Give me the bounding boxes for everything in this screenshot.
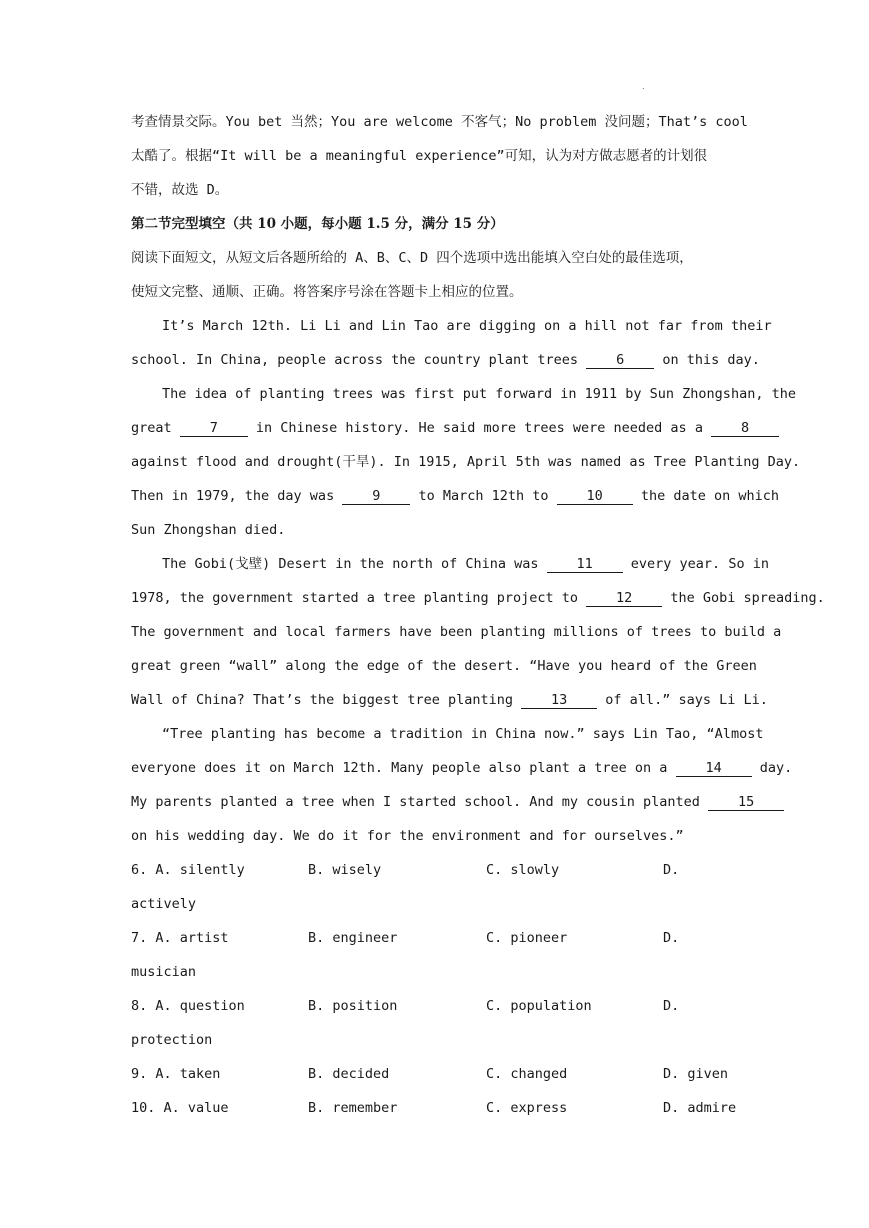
option-c: C. population bbox=[486, 998, 592, 1014]
blank-13: 13 bbox=[521, 692, 597, 709]
passage-line: against flood and drought(干旱). In 1915, April 5th was named as Tree Planting Day. bbox=[131, 454, 801, 470]
option-d-wrap: protection bbox=[131, 1032, 213, 1048]
passage-text: in Chinese history. He said more trees were needed as a bbox=[255, 420, 703, 436]
option-c: C. changed bbox=[486, 1066, 568, 1082]
option-a: 8. A. question bbox=[131, 998, 245, 1014]
passage-line bbox=[131, 550, 769, 584]
question-6 bbox=[131, 856, 741, 890]
blank-6: 6 bbox=[586, 352, 654, 369]
passage-line bbox=[131, 482, 779, 516]
passage-line bbox=[131, 686, 768, 720]
passage-line bbox=[131, 754, 793, 788]
passage-text: My parents planted a tree when I started school. And my cousin planted bbox=[131, 794, 700, 810]
option-c: C. slowly bbox=[486, 862, 560, 878]
question-8 bbox=[131, 992, 741, 1026]
section-title: 第二节完型填空（共 10 小题，每小题 1.5 分，满分 15 分） bbox=[131, 216, 504, 232]
passage-line bbox=[131, 346, 760, 380]
blank-11: 11 bbox=[547, 556, 623, 573]
option-b: B. engineer bbox=[308, 930, 398, 946]
passage-text: the date on which bbox=[640, 488, 779, 504]
blank-12: 12 bbox=[586, 590, 662, 607]
explanation-line: 太酷了。根据“It will be a meaningful experience”可知，认为对方做志愿者的计划很 bbox=[131, 148, 708, 164]
passage-line: great green “wall” along the edge of the desert. “Have you heard of the Green bbox=[131, 658, 757, 674]
option-b: B. position bbox=[308, 998, 398, 1014]
passage-text: The Gobi(戈壁) Desert in the north of China was bbox=[162, 556, 539, 572]
header-dot: . bbox=[642, 82, 645, 91]
passage-text: Then in 1979, the day was bbox=[131, 488, 335, 504]
option-b: B. remember bbox=[308, 1100, 398, 1116]
instruction-line: 阅读下面短文，从短文后各题所给的 A、B、C、D 四个选项中选出能填入空白处的最佳选项， bbox=[131, 250, 693, 266]
passage-text: day. bbox=[759, 760, 793, 776]
blank-7: 7 bbox=[180, 420, 248, 437]
option-d: D. bbox=[663, 930, 680, 946]
passage-line: Sun Zhongshan died. bbox=[131, 522, 286, 538]
passage-line bbox=[131, 414, 750, 448]
explanation-line: 不错，故选 D。 bbox=[131, 182, 229, 198]
blank-10: 10 bbox=[557, 488, 633, 505]
blank-15: 15 bbox=[708, 794, 784, 811]
document-content bbox=[131, 108, 825, 1128]
passage-line bbox=[131, 584, 825, 618]
option-a: 6. A. silently bbox=[131, 862, 245, 878]
option-d: D. bbox=[663, 862, 680, 878]
passage-text: great bbox=[131, 420, 172, 436]
passage-text: school. In China, people across the country plant trees bbox=[131, 352, 579, 368]
passage-line bbox=[131, 788, 755, 822]
passage-text: everyone does it on March 12th. Many people also plant a tree on a bbox=[131, 760, 668, 776]
passage-text: 1978, the government started a tree planting project to bbox=[131, 590, 579, 606]
passage-text: Wall of China? That’s the biggest tree planting bbox=[131, 692, 514, 708]
passage-line: on his wedding day. We do it for the environment and for ourselves.” bbox=[131, 828, 684, 844]
option-d: D. given bbox=[663, 1066, 729, 1082]
passage-text: to March 12th to bbox=[418, 488, 549, 504]
option-c: C. pioneer bbox=[486, 930, 568, 946]
passage-text: on this day. bbox=[662, 352, 760, 368]
question-10 bbox=[131, 1094, 741, 1128]
passage-text: every year. So in bbox=[630, 556, 769, 572]
passage-text: the Gobi spreading. bbox=[670, 590, 825, 606]
option-d: D. admire bbox=[663, 1100, 737, 1116]
option-a: 10. A. value bbox=[131, 1100, 229, 1116]
option-d: D. bbox=[663, 998, 680, 1014]
option-b: B. decided bbox=[308, 1066, 390, 1082]
passage-line: “Tree planting has become a tradition in China now.” says Lin Tao, “Almost bbox=[162, 726, 764, 742]
blank-14: 14 bbox=[676, 760, 752, 777]
passage-line: The idea of planting trees was first put forward in 1911 by Sun Zhongshan, the bbox=[162, 386, 796, 402]
passage-line: The government and local farmers have been planting millions of trees to build a bbox=[131, 624, 782, 640]
question-7 bbox=[131, 924, 741, 958]
option-b: B. wisely bbox=[308, 862, 382, 878]
option-a: 9. A. taken bbox=[131, 1066, 221, 1082]
option-d-wrap: actively bbox=[131, 896, 197, 912]
blank-9: 9 bbox=[342, 488, 410, 505]
option-d-wrap: musician bbox=[131, 964, 197, 980]
option-a: 7. A. artist bbox=[131, 930, 229, 946]
instruction-line: 使短文完整、通顺、正确。将答案序号涂在答题卡上相应的位置。 bbox=[131, 284, 523, 300]
option-c: C. express bbox=[486, 1100, 568, 1116]
passage-line: It’s March 12th. Li Li and Lin Tao are digging on a hill not far from their bbox=[162, 318, 772, 334]
question-9 bbox=[131, 1060, 741, 1094]
explanation-line: 考查情景交际。You bet 当然；You are welcome 不客气；No problem 没问题；That’s cool bbox=[131, 114, 748, 130]
passage-text: of all.” says Li Li. bbox=[605, 692, 768, 708]
blank-8: 8 bbox=[711, 420, 779, 437]
